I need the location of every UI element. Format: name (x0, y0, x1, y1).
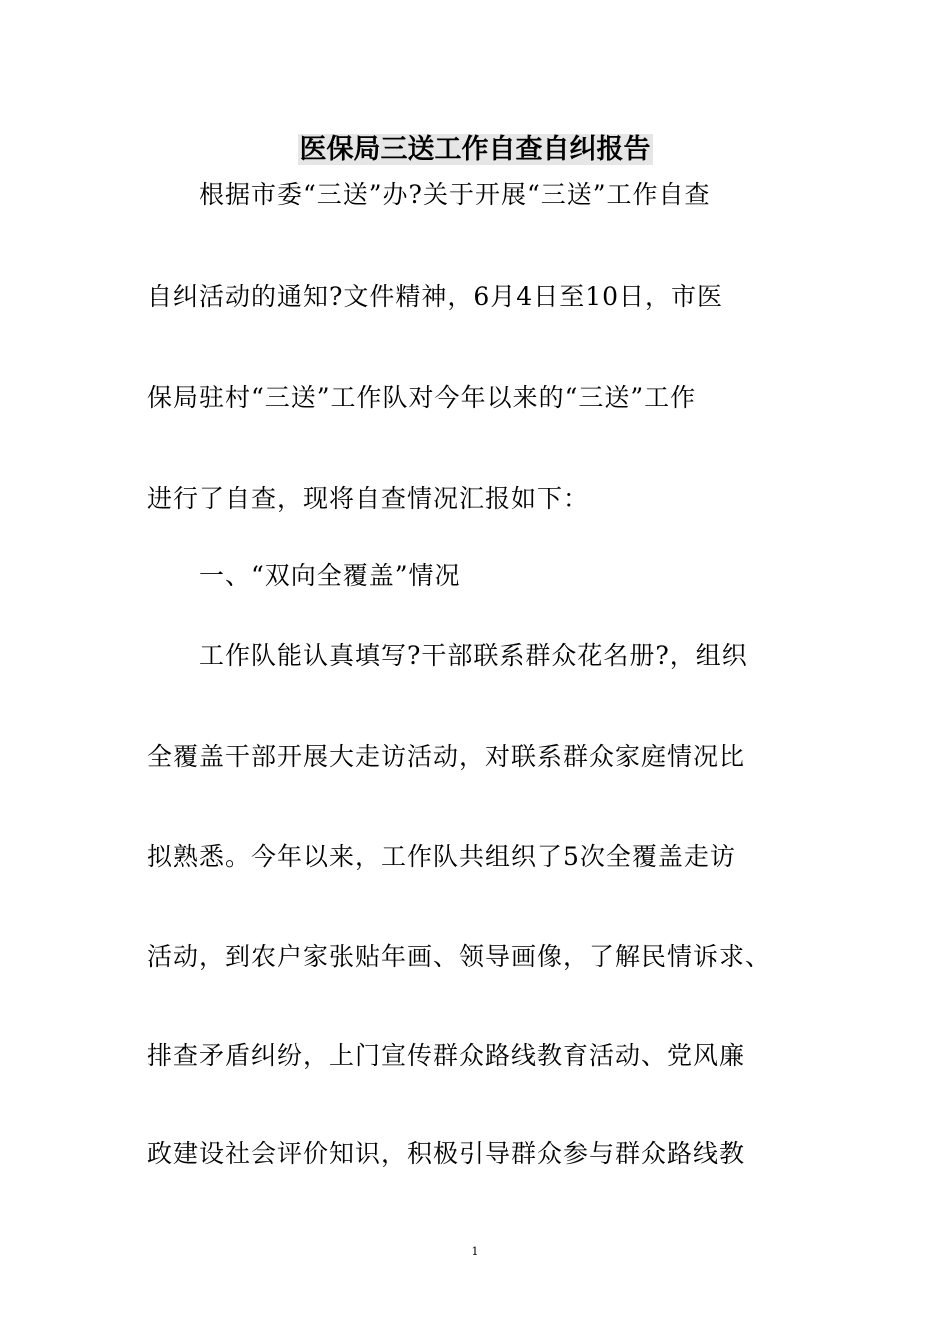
document-title-text: 医保局三送工作自查自纠报告 (299, 134, 651, 165)
paragraph-line-9: 排查矛盾纠纷，上门宣传群众路线教育活动、党风廉 (147, 1041, 746, 1070)
paragraph-line-7: 拟熟悉。今年以来，工作队共组织了5次全覆盖走访 (147, 842, 736, 871)
paragraph-line-4: 进行了自查，现将自查情况汇报如下： (147, 484, 590, 513)
paragraph-line-1: 根据市委“三送”办?关于开展“三送”工作自查 (199, 180, 711, 209)
paragraph-line-5: 工作队能认真填写?干部联系群众花名册?，组织 (199, 641, 748, 670)
paragraph-line-2: 自纠活动的通知?文件精神，6月4日至10日，市医 (147, 282, 724, 311)
paragraph-line-3: 保局驻村“三送”工作队对今年以来的“三送”工作 (147, 383, 697, 412)
document-title (0, 130, 950, 170)
paragraph-line-6: 全覆盖干部开展大走访活动，对联系群众家庭情况比 (147, 742, 746, 771)
section-heading-1: 一、“双向全覆盖”情况 (199, 561, 461, 590)
page-number: 1 (471, 1245, 479, 1258)
paragraph-line-10: 政建设社会评价知识，积极引导群众参与群众路线教 (147, 1139, 746, 1168)
paragraph-line-8: 活动，到农户家张贴年画、领导画像，了解民情诉求、 (147, 942, 772, 971)
